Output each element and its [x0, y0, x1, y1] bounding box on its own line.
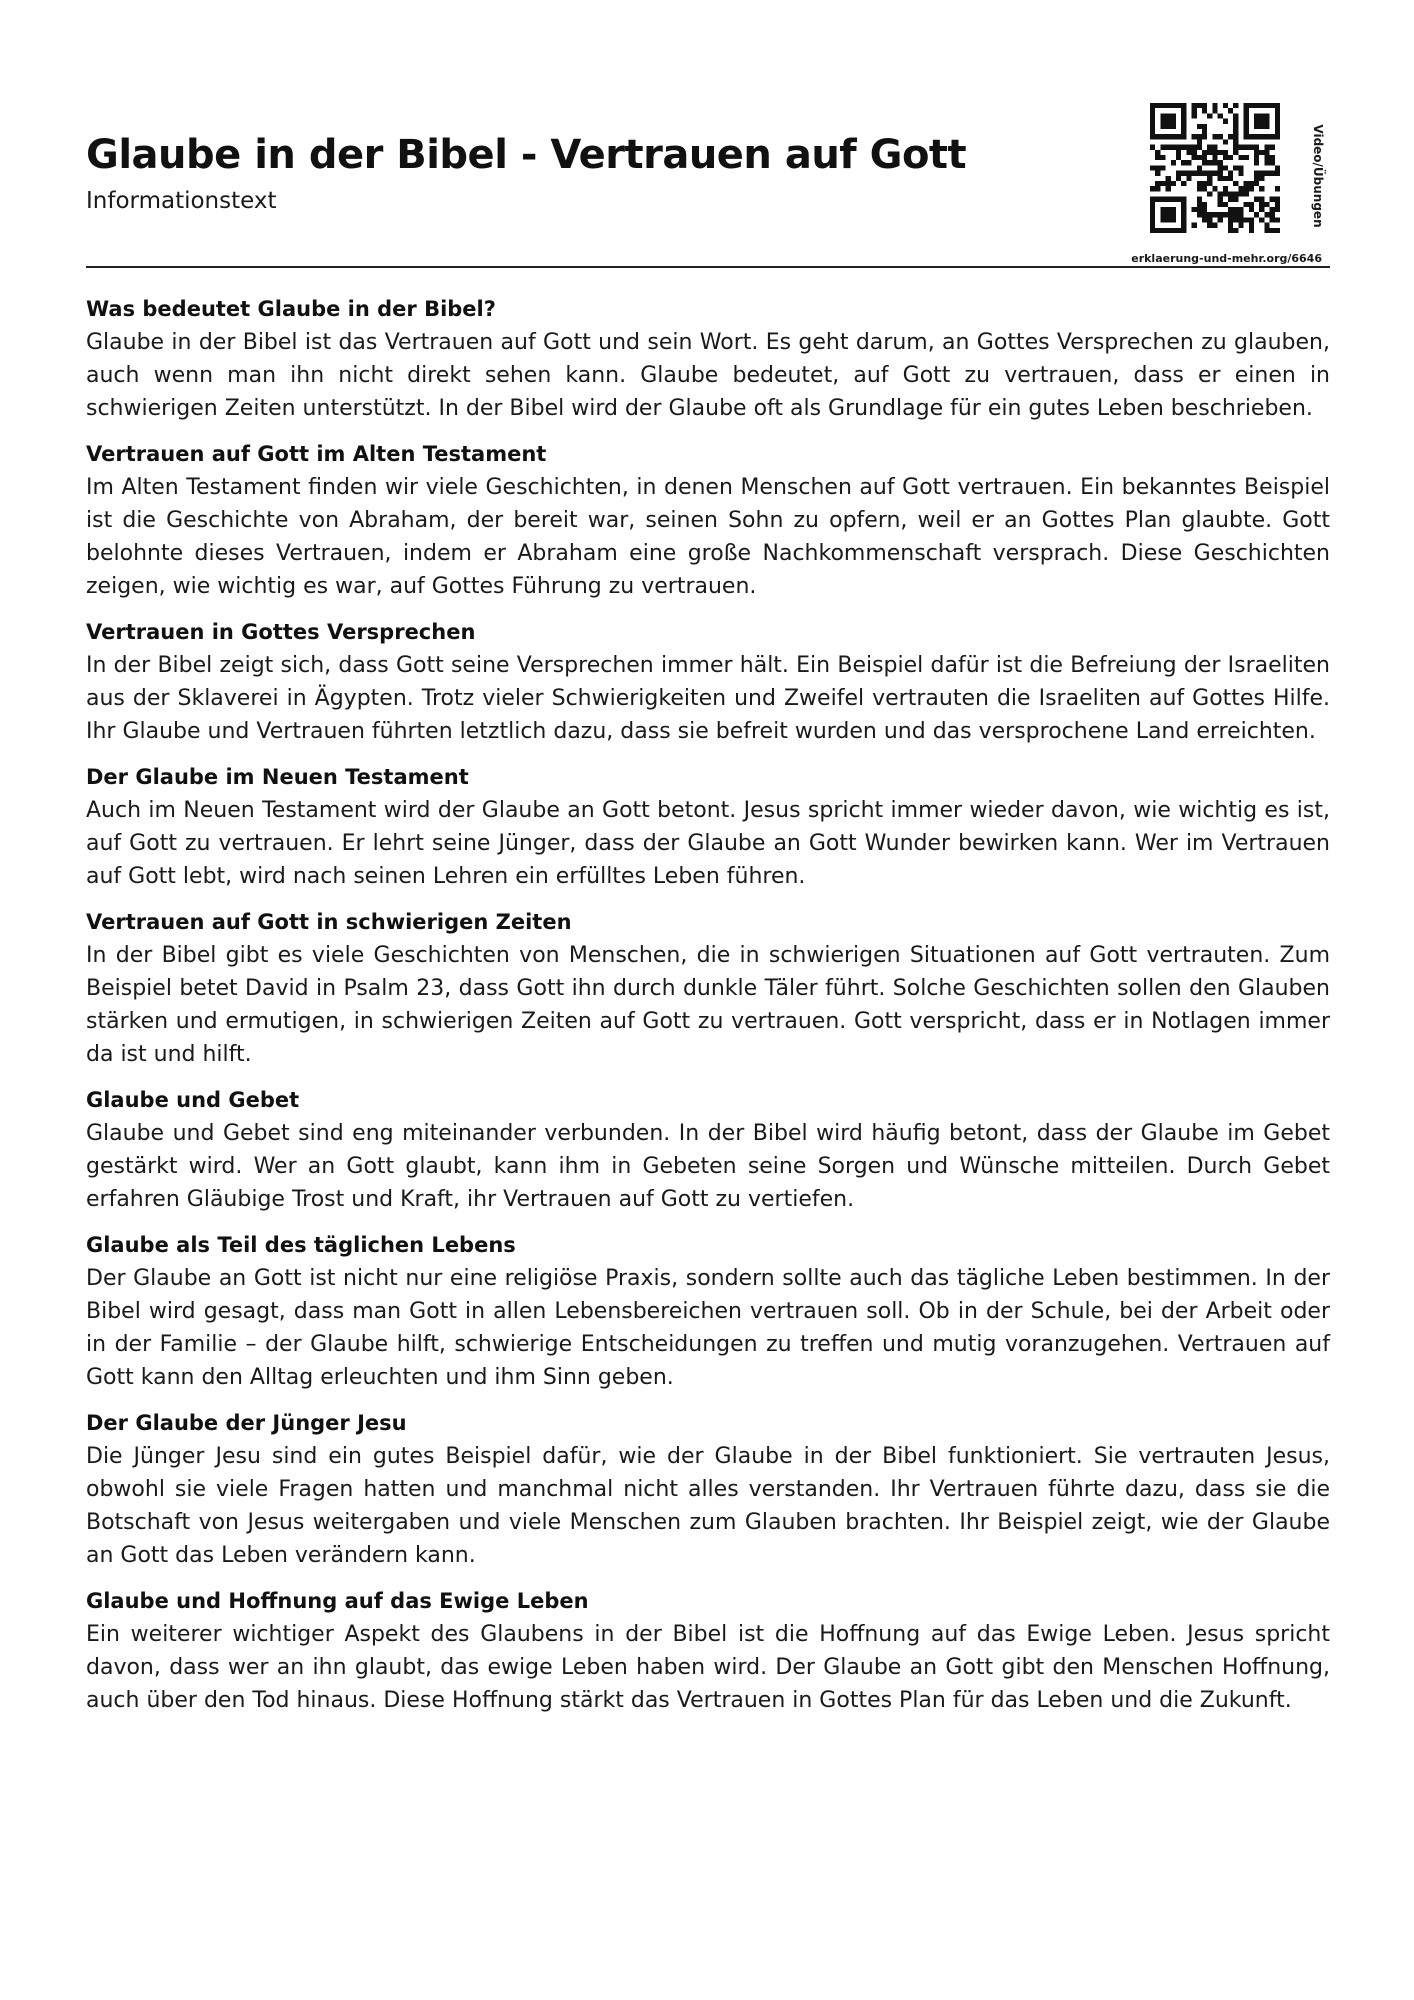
- section-heading: Was bedeutet Glaube in der Bibel?: [86, 297, 496, 321]
- section-heading: Vertrauen auf Gott im Alten Testament: [86, 442, 547, 466]
- section-text: In der Bibel gibt es viele Geschichten von Menschen, die in schwierigen Situationen auf Gott vertrauten. Zum Beispiel betet David in Psalm 23, dass Gott ihn durch dunkle Täler führt. Solche Geschichten sollen den Glauben stärken und ermutigen, in schwierigen Zeiten auf Gott zu vertrauen. Gott verspricht, dass er in Notlagen immer da ist und hilft.: [86, 943, 1330, 1067]
- section-text: Im Alten Testament finden wir viele Geschichten, in denen Menschen auf Gott vertrauen. Ein bekanntes Beispiel ist die Geschichte von Abraham, der bereit war, seinen Sohn zu opfern, weil er an Gottes Plan glaubte. Gott belohnte dieses Vertrauen, indem er Abraham eine große Nachkommenschaft versprach. Diese Geschichten zeigen, wie wichtig es war, auf Gottes Führung zu vertrauen.: [86, 475, 1330, 599]
- section-heading: Glaube und Hoffnung auf das Ewige Leben: [86, 1589, 589, 1613]
- section-text: Auch im Neuen Testament wird der Glaube an Gott betont. Jesus spricht immer wieder davon, wie wichtig es ist, auf Gott zu vertrauen. Er lehrt seine Jünger, dass der Glaube an Gott Wunder bewirken kann. Wer im Vertrauen auf Gott lebt, wird nach seinen Lehren ein erfülltes Leben führen.: [86, 798, 1330, 889]
- section: [86, 760, 1330, 893]
- section-heading: Vertrauen in Gottes Versprechen: [86, 620, 476, 644]
- section-text: Die Jünger Jesu sind ein gutes Beispiel dafür, wie der Glaube in der Bibel funktioniert. Sie vertrauten Jesus, obwohl sie viele Fragen hatten und manchmal nicht alles verstanden. Ihr Vertrauen führte dazu, dass sie die Botschaft von Jesus weitergaben und viele Menschen zum Glauben brachten. Ihr Beispiel zeigt, wie der Glaube an Gott das Leben verändern kann.: [86, 1444, 1330, 1568]
- section-text: Glaube in der Bibel ist das Vertrauen auf Gott und sein Wort. Es geht darum, an Gottes Versprechen zu glauben, auch wenn man ihn nicht direkt sehen kann. Glaube bedeutet, auf Gott zu vertrauen, dass er einen in schwierigen Zeiten unterstützt. In der Bibel wird der Glaube oft als Grundlage für ein gutes Leben beschrieben.: [86, 330, 1330, 421]
- page-subtitle: Informationstext: [86, 188, 277, 214]
- section: [86, 1083, 1330, 1216]
- main-content: [86, 292, 1330, 1729]
- section-heading: Der Glaube im Neuen Testament: [86, 765, 469, 789]
- video-exercises-label: Video/Übungen: [1311, 124, 1325, 228]
- section-heading: Der Glaube der Jünger Jesu: [86, 1411, 407, 1435]
- page-title: Glaube in der Bibel - Vertrauen auf Gott: [86, 132, 967, 178]
- section-text: Ein weiterer wichtiger Aspekt des Glaubens in der Bibel ist die Hoffnung auf das Ewige Leben. Jesus spricht davon, dass wer an ihn glaubt, das ewige Leben haben wird. Der Glaube an Gott gibt den Menschen Hoffnung, auch über den Tod hinaus. Diese Hoffnung stärkt das Vertrauen in Gottes Plan für das Leben und die Zukunft.: [86, 1622, 1330, 1713]
- section-heading: Glaube als Teil des täglichen Lebens: [86, 1233, 516, 1257]
- qr-code-icon[interactable]: [1150, 100, 1280, 236]
- header-divider: [86, 266, 1330, 268]
- section-heading: Glaube und Gebet: [86, 1088, 300, 1112]
- qr-code-graphic: [1150, 100, 1280, 236]
- section: [86, 292, 1330, 425]
- section: [86, 437, 1330, 603]
- section-text: Glaube und Gebet sind eng miteinander verbunden. In der Bibel wird häufig betont, dass der Glaube im Gebet gestärkt wird. Wer an Gott glaubt, kann ihm in Gebeten seine Sorgen und Wünsche mitteilen. Durch Gebet erfahren Gläubige Trost und Kraft, ihr Vertrauen auf Gott zu vertiefen.: [86, 1121, 1330, 1212]
- section: [86, 1584, 1330, 1717]
- section: [86, 615, 1330, 748]
- section: [86, 1228, 1330, 1394]
- section: [86, 1406, 1330, 1572]
- section-text: Der Glaube an Gott ist nicht nur eine religiöse Praxis, sondern sollte auch das tägliche Leben bestimmen. In der Bibel wird gesagt, dass man Gott in allen Lebensbereichen vertrauen soll. Ob in der Schule, bei der Arbeit oder in der Familie – der Glaube hilft, schwierige Entscheidungen zu treffen und mutig voranzugehen. Vertrauen auf Gott kann den Alltag erleuchten und ihm Sinn geben.: [86, 1266, 1330, 1390]
- section: [86, 905, 1330, 1071]
- source-url: erklaerung-und-mehr.org/6646: [1131, 252, 1322, 265]
- page-header: [86, 0, 1330, 268]
- section-heading: Vertrauen auf Gott in schwierigen Zeiten: [86, 910, 572, 934]
- section-text: In der Bibel zeigt sich, dass Gott seine Versprechen immer hält. Ein Beispiel dafür ist die Befreiung der Israeliten aus der Sklaverei in Ägypten. Trotz vieler Schwierigkeiten und Zweifel vertrauten die Israeliten auf Gottes Hilfe. Ihr Glaube und Vertrauen führten letztlich dazu, dass sie befreit wurden und das versprochene Land erreichten.: [86, 653, 1330, 744]
